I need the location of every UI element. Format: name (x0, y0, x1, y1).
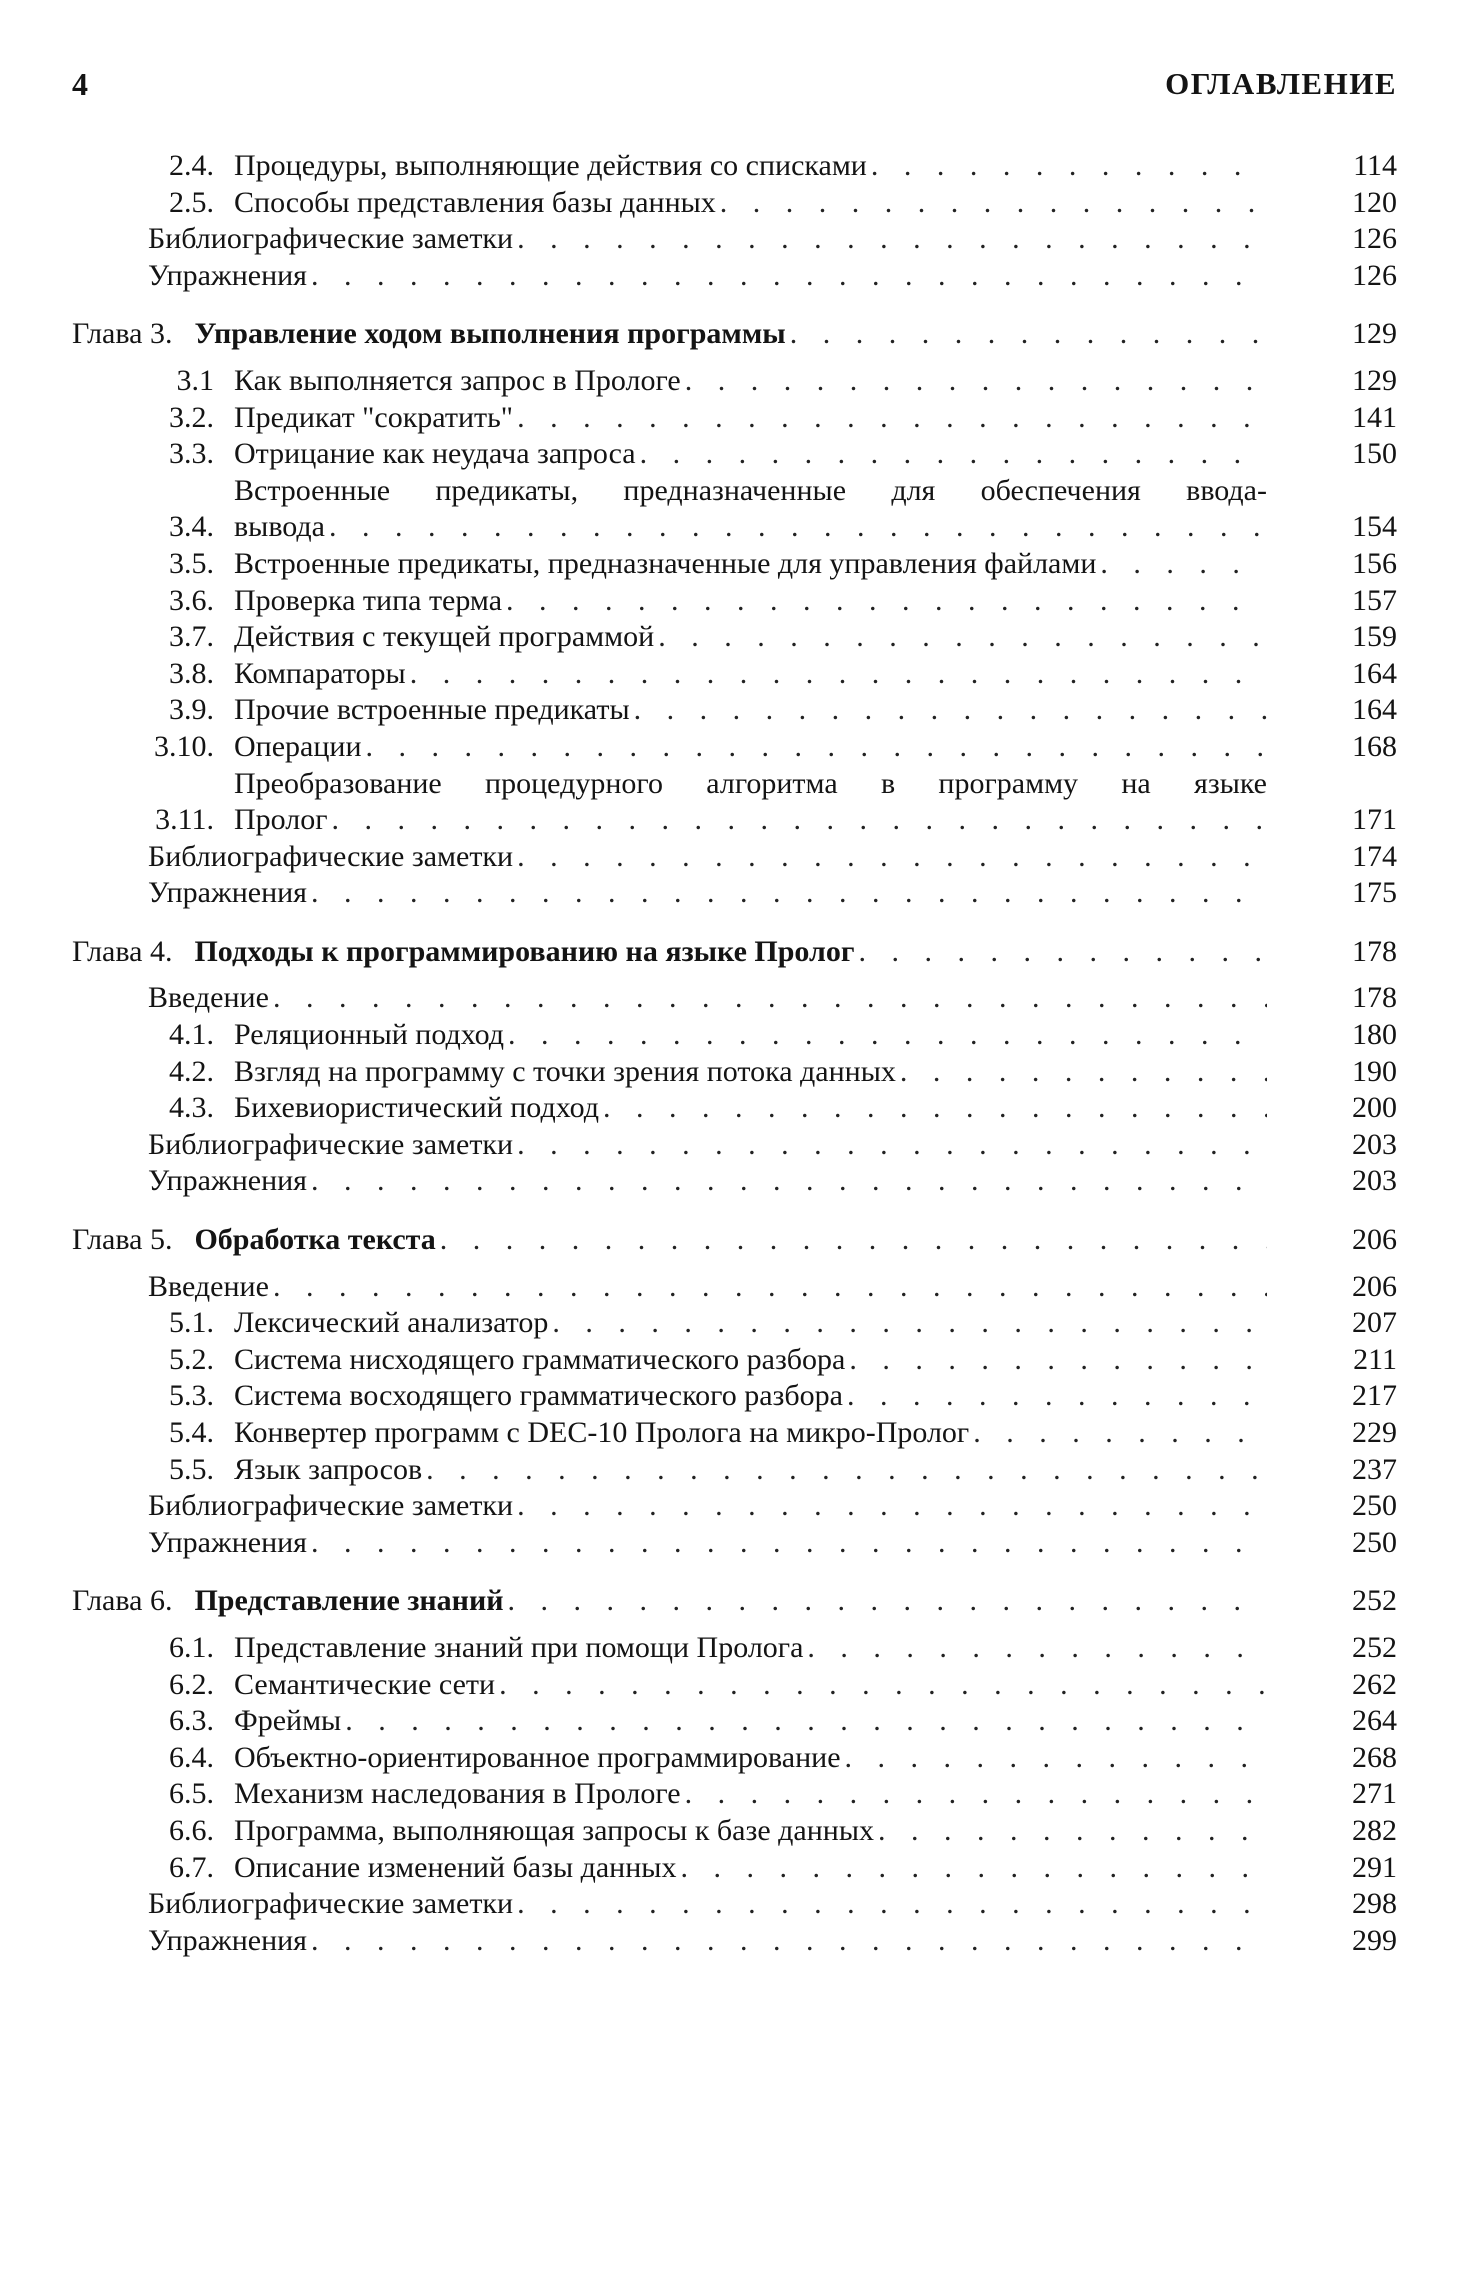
toc-entry-row (72, 1090, 1397, 1127)
table-of-contents (72, 148, 1397, 1959)
entry-page-number: 206 (1352, 1223, 1397, 1257)
entry-title: Представление знаний (194, 1584, 504, 1618)
entry-title: Семантические сети (234, 1667, 496, 1701)
dot-leader (680, 1850, 1267, 1887)
entry-number: 6.6. (169, 1813, 214, 1847)
entry-number: 3.7. (169, 620, 214, 654)
entry-page-number: 126 (1352, 222, 1397, 256)
entry-page-number: 299 (1352, 1923, 1397, 1957)
entry-title: Механизм наследования в Прологе (234, 1777, 681, 1811)
entry-main (234, 1630, 1267, 1667)
entry-page-number: 168 (1352, 729, 1397, 763)
entry-page-number: 298 (1352, 1887, 1397, 1921)
entry-main (148, 980, 1267, 1017)
entry-page-number: 159 (1352, 620, 1397, 654)
entry-page-number: 171 (1352, 803, 1397, 837)
entry-main (234, 1850, 1267, 1887)
entry-number: 5.4. (169, 1416, 214, 1449)
toc-entry-row (72, 692, 1397, 729)
dot-leader (517, 400, 1267, 437)
toc-entry-row (72, 1525, 1397, 1562)
toc-entry-row (72, 1269, 1397, 1306)
entry-number: Глава 5. (72, 1223, 173, 1257)
entry-title: Введение (148, 1269, 269, 1303)
dot-leader (311, 1163, 1267, 1200)
entry-page-number: 129 (1352, 363, 1397, 397)
entry-title-continuation (234, 509, 1267, 546)
toc-entry-row (72, 1305, 1397, 1342)
entry-title: Процедуры, выполняющие действия со списками (234, 149, 867, 182)
entry-main (194, 1222, 1267, 1259)
toc-entry-row (72, 839, 1397, 876)
entry-title: Отрицание как неудача запроса (234, 437, 636, 471)
entry-number: 3.11. (155, 803, 214, 837)
dot-leader (311, 875, 1267, 912)
entry-title: Проверка типа терма (234, 583, 503, 617)
entry-page-number: 207 (1352, 1306, 1397, 1340)
dot-leader (332, 802, 1267, 839)
entry-title: Библиографические заметки (148, 1887, 514, 1921)
entry-main (148, 839, 1267, 876)
dot-leader (517, 1886, 1267, 1923)
entry-page-number: 268 (1352, 1740, 1397, 1774)
entry-title: Операции (234, 729, 362, 763)
toc-entry-row (72, 1923, 1397, 1960)
toc-entry-row (72, 1630, 1397, 1667)
entry-page-number: 129 (1352, 317, 1397, 351)
dot-leader (517, 1488, 1267, 1525)
toc-entry-row (72, 1488, 1397, 1525)
entry-page-number: 217 (1352, 1379, 1397, 1413)
toc-entry-row (72, 148, 1397, 185)
toc-entry-row (72, 221, 1397, 258)
entry-page-number: 203 (1352, 1127, 1397, 1161)
dot-leader (845, 1740, 1267, 1777)
dot-leader (603, 1090, 1267, 1127)
entry-number: Глава 6. (72, 1584, 173, 1618)
entry-number: 3.2. (169, 400, 214, 434)
entry-page-number: 237 (1352, 1452, 1397, 1486)
toc-entry-row (72, 185, 1397, 222)
entry-number: 2.5. (169, 185, 214, 219)
toc-entry-row (72, 729, 1397, 766)
toc-entry-row (72, 1342, 1397, 1379)
toc-entry-row (72, 1127, 1397, 1164)
entry-title: Встроенные предикаты, предназначенные для обеспечения ввода- (234, 473, 1267, 507)
entry-title: Библиографические заметки (148, 1489, 514, 1523)
dot-leader (973, 1415, 1267, 1452)
entry-title: Описание изменений базы данных (234, 1850, 677, 1884)
entry-main (234, 1776, 1267, 1813)
toc-entry-row (72, 1378, 1397, 1415)
entry-main (234, 1740, 1267, 1777)
dot-leader (685, 1776, 1267, 1813)
entry-page-number: 150 (1352, 437, 1397, 471)
entry-title: Лексический анализатор (234, 1306, 549, 1340)
entry-main (148, 1886, 1267, 1923)
entry-number: 3.6. (169, 583, 214, 617)
toc-chapter-row (72, 1222, 1397, 1259)
entry-main (234, 656, 1267, 693)
entry-main (234, 1378, 1267, 1415)
dot-leader (847, 1378, 1267, 1415)
entry-main (234, 363, 1267, 400)
entry-title: Система восходящего грамматического разбора (234, 1379, 843, 1413)
entry-page-number: 120 (1352, 185, 1397, 219)
entry-main (148, 221, 1267, 258)
dot-leader (366, 729, 1267, 766)
entry-number: 6.2. (169, 1667, 214, 1701)
entry-title: Преобразование процедурного алгоритма в программу на языке (234, 766, 1267, 800)
entry-page-number: 250 (1352, 1489, 1397, 1523)
entry-page-number: 262 (1352, 1667, 1397, 1701)
entry-page-number: 178 (1352, 981, 1397, 1015)
entry-number: 5.1. (169, 1306, 214, 1340)
entry-title: Встроенные предикаты, предназначенные для управления файлами (234, 546, 1097, 580)
dot-leader (499, 1667, 1267, 1704)
entry-page-number: 229 (1352, 1416, 1397, 1449)
toc-entry-row (72, 546, 1397, 583)
entry-title: Упражнения (148, 1164, 307, 1198)
entry-number: 6.4. (169, 1740, 214, 1774)
entry-main (234, 1017, 1267, 1054)
entry-main (148, 1525, 1267, 1562)
entry-title: Упражнения (148, 1923, 307, 1957)
entry-main (234, 583, 1267, 620)
entry-main (234, 436, 1267, 473)
dot-leader (440, 1222, 1267, 1259)
entry-page-number: 190 (1352, 1054, 1397, 1088)
entry-number: 6.7. (169, 1850, 214, 1884)
entry-page-number: 252 (1352, 1630, 1397, 1664)
entry-number: 3.3. (169, 437, 214, 471)
toc-entry-row (72, 1813, 1397, 1850)
toc-entry-row (72, 1850, 1397, 1887)
dot-leader (311, 1923, 1267, 1960)
entry-title: Система нисходящего грамматического разбора (234, 1342, 846, 1376)
dot-leader (807, 1630, 1267, 1667)
entry-main (194, 1583, 1267, 1620)
entry-title: Язык запросов (234, 1452, 423, 1486)
dot-leader (1100, 546, 1267, 583)
entry-page-number: 114 (1353, 149, 1397, 182)
dot-leader (508, 1583, 1267, 1620)
toc-entry-row (72, 1703, 1397, 1740)
entry-main (148, 1163, 1267, 1200)
toc-entry-row (72, 473, 1397, 546)
entry-page-number: 291 (1352, 1850, 1397, 1884)
entry-title: Библиографические заметки (148, 222, 514, 256)
toc-entry-row (72, 363, 1397, 400)
entry-page-number: 178 (1352, 934, 1397, 968)
entry-title: Управление ходом выполнения программы (194, 317, 786, 351)
dot-leader (900, 1054, 1267, 1091)
dot-leader (685, 363, 1267, 400)
dot-leader (273, 980, 1267, 1017)
entry-number: 5.5. (169, 1452, 214, 1486)
entry-main (234, 619, 1267, 656)
entry-main (234, 692, 1267, 729)
toc-entry-row (72, 1667, 1397, 1704)
entry-page-number: 180 (1352, 1018, 1397, 1052)
entry-title-line2: Пролог (234, 803, 328, 837)
entry-main (234, 1813, 1267, 1850)
entry-page-number: 156 (1352, 546, 1397, 580)
dot-leader (640, 436, 1267, 473)
toc-entry-row (72, 1452, 1397, 1489)
entry-main (234, 1703, 1267, 1740)
entry-main (234, 1342, 1267, 1379)
dot-leader (517, 221, 1267, 258)
entry-number: Глава 3. (72, 317, 173, 351)
entry-number: Глава 4. (72, 934, 173, 968)
entry-title: Упражнения (148, 258, 307, 292)
dot-leader (658, 619, 1267, 656)
entry-number: 5.3. (169, 1379, 214, 1413)
entry-title: Реляционный подход (234, 1018, 505, 1052)
entry-number: 4.1. (169, 1018, 214, 1052)
toc-chapter-row (72, 934, 1397, 971)
dot-leader (329, 509, 1267, 546)
running-title: ОГЛАВЛЕНИЕ (1165, 66, 1397, 101)
entry-number: 3.4. (169, 510, 214, 544)
entry-number: 4.2. (169, 1054, 214, 1088)
toc-chapter-row (72, 316, 1397, 353)
entry-main (194, 316, 1267, 353)
page-number: 4 (72, 66, 88, 102)
toc-entry-row (72, 1740, 1397, 1777)
dot-leader (410, 656, 1267, 693)
entry-number: 3.8. (169, 656, 214, 690)
entry-main (148, 1127, 1267, 1164)
entry-number: 3.10. (154, 729, 214, 763)
dot-leader (506, 583, 1267, 620)
entry-title: Компараторы (234, 656, 406, 690)
entry-number: 3.5. (169, 546, 214, 580)
toc-entry-row (72, 583, 1397, 620)
entry-number: 6.1. (169, 1630, 214, 1664)
entry-main (234, 400, 1267, 437)
entry-number: 4.3. (169, 1091, 214, 1125)
entry-main (148, 1269, 1267, 1306)
entry-page-number: 271 (1352, 1777, 1397, 1811)
entry-page-number: 175 (1352, 876, 1397, 910)
entry-page-number: 126 (1352, 258, 1397, 292)
entry-main (148, 1488, 1267, 1525)
entry-main (234, 1667, 1267, 1704)
entry-title-continuation (234, 802, 1267, 839)
entry-title: Упражнения (148, 1525, 307, 1559)
dot-leader (849, 1342, 1267, 1379)
entry-page-number: 264 (1352, 1704, 1397, 1738)
entry-page-number: 211 (1353, 1342, 1397, 1376)
entry-main (234, 766, 1267, 839)
entry-title: Предикат "сократить" (234, 400, 514, 434)
toc-entry-row (72, 766, 1397, 839)
dot-leader (517, 1127, 1267, 1164)
entry-title: Как выполняется запрос в Прологе (234, 363, 681, 397)
dot-leader (552, 1305, 1267, 1342)
entry-title: Обработка текста (194, 1223, 436, 1257)
entry-title: Подходы к программированию на языке Пролог (194, 934, 855, 968)
entry-title: Библиографические заметки (148, 1127, 514, 1161)
entry-page-number: 164 (1352, 693, 1397, 727)
dot-leader (311, 1525, 1267, 1562)
entry-number: 3.1 (176, 363, 214, 397)
entry-title: Конвертер программ с DEC-10 Пролога на микро-Пролог (234, 1416, 970, 1449)
toc-entry-row (72, 980, 1397, 1017)
entry-main (234, 148, 1267, 185)
dot-leader (508, 1017, 1267, 1054)
entry-title: Представление знаний при помощи Пролога (234, 1630, 804, 1664)
entry-page-number: 252 (1352, 1584, 1397, 1618)
dot-leader (858, 934, 1267, 971)
entry-number: 6.3. (169, 1704, 214, 1738)
toc-entry-row (72, 1776, 1397, 1813)
toc-entry-row (72, 656, 1397, 693)
toc-entry-row (72, 258, 1397, 295)
toc-entry-row (72, 1054, 1397, 1091)
entry-main (234, 1090, 1267, 1127)
page-header (72, 66, 1397, 110)
entry-title: Программа, выполняющая запросы к базе данных (234, 1813, 875, 1847)
entry-main (148, 258, 1267, 295)
entry-page-number: 203 (1352, 1164, 1397, 1198)
toc-entry-row (72, 1415, 1397, 1452)
entry-main (234, 473, 1267, 546)
entry-page-number: 200 (1352, 1091, 1397, 1125)
entry-main (234, 1305, 1267, 1342)
entry-main (234, 1054, 1267, 1091)
entry-main (194, 934, 1267, 971)
entry-number: 2.4. (169, 149, 214, 182)
entry-title: Упражнения (148, 876, 307, 910)
entry-page-number: 141 (1352, 400, 1397, 434)
entry-number: 6.5. (169, 1777, 214, 1811)
entry-page-number: 250 (1352, 1525, 1397, 1559)
entry-title: Прочие встроенные предикаты (234, 693, 630, 727)
entry-page-number: 164 (1352, 656, 1397, 690)
entry-main (234, 546, 1267, 583)
toc-entry-row (72, 875, 1397, 912)
toc-entry-row (72, 436, 1397, 473)
entry-main (148, 1923, 1267, 1960)
entry-page-number: 154 (1352, 510, 1397, 544)
entry-page-number: 157 (1352, 583, 1397, 617)
entry-main (234, 1452, 1267, 1489)
toc-entry-row (72, 1163, 1397, 1200)
entry-title-line2: вывода (234, 510, 325, 544)
entry-page-number: 174 (1352, 839, 1397, 873)
dot-leader (517, 839, 1267, 876)
entry-number: 3.9. (169, 693, 214, 727)
dot-leader (634, 692, 1267, 729)
entry-page-number: 206 (1352, 1269, 1397, 1303)
entry-title: Взгляд на программу с точки зрения потока данных (234, 1054, 896, 1088)
toc-entry-row (72, 619, 1397, 656)
entry-title: Библиографические заметки (148, 839, 514, 873)
entry-title: Введение (148, 981, 269, 1015)
entry-number: 5.2. (169, 1342, 214, 1376)
entry-title: Объектно-ориентированное программирование (234, 1740, 841, 1774)
dot-leader (345, 1703, 1267, 1740)
entry-main (234, 1415, 1267, 1452)
dot-leader (426, 1452, 1267, 1489)
toc-entry-row (72, 400, 1397, 437)
dot-leader (273, 1269, 1267, 1306)
toc-entry-row (72, 1017, 1397, 1054)
dot-leader (878, 1813, 1267, 1850)
toc-entry-row (72, 1886, 1397, 1923)
entry-main (148, 875, 1267, 912)
entry-title: Способы представления базы данных (234, 185, 716, 219)
entry-main (234, 185, 1267, 222)
entry-main (234, 729, 1267, 766)
entry-page-number: 282 (1352, 1813, 1397, 1847)
entry-title: Действия с текущей программой (234, 620, 655, 654)
dot-leader (720, 185, 1267, 222)
dot-leader (790, 316, 1267, 353)
dot-leader (311, 258, 1267, 295)
dot-leader (871, 148, 1267, 185)
toc-chapter-row (72, 1583, 1397, 1620)
entry-title: Фреймы (234, 1704, 342, 1738)
entry-title: Бихевиористический подход (234, 1091, 599, 1125)
